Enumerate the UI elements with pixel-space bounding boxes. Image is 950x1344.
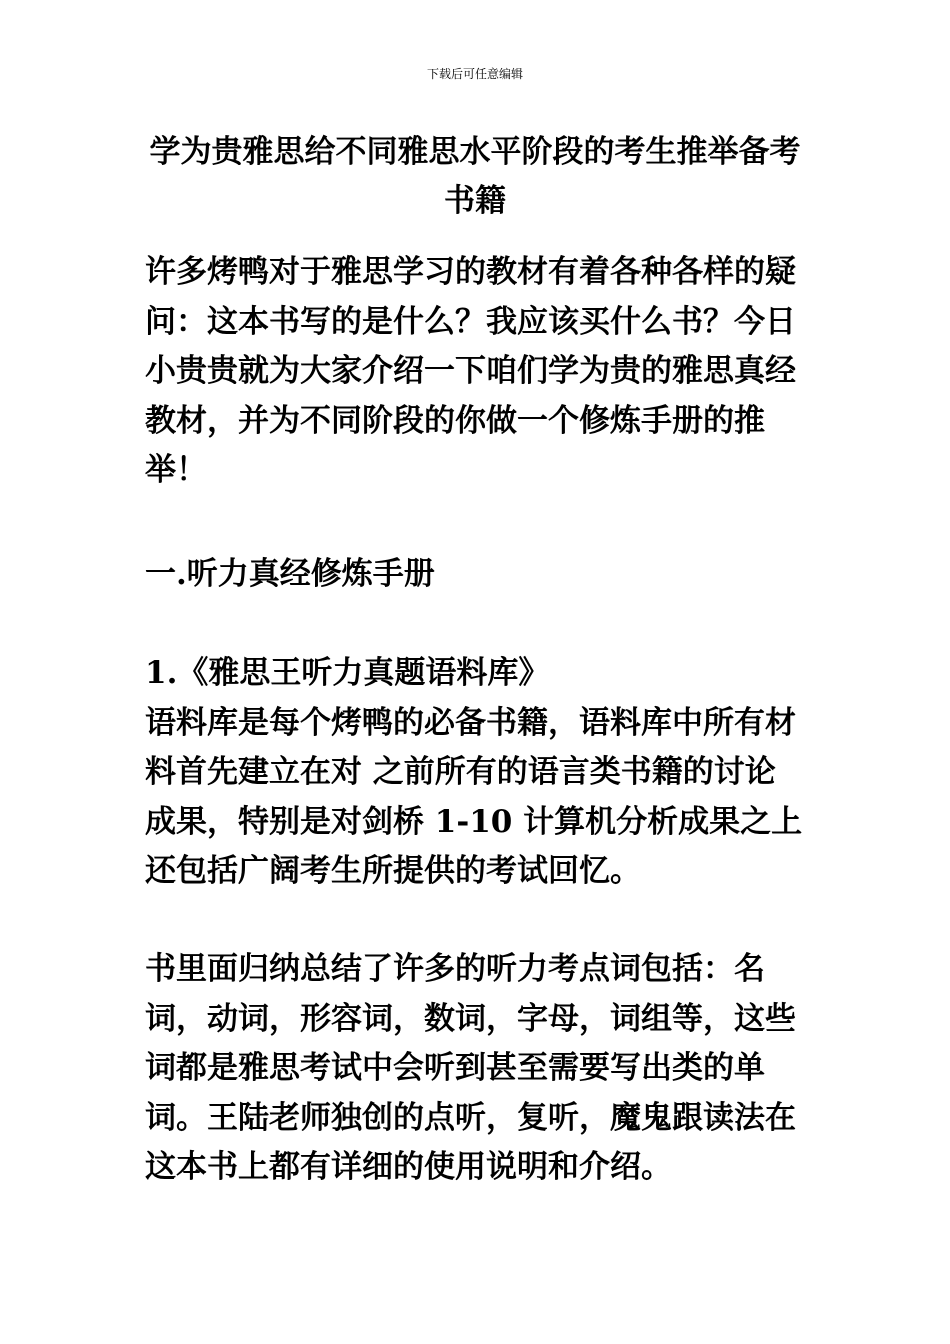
book-item <box>145 649 805 897</box>
body-paragraph: 书里面归纳总结了许多的听力考点词包括：名词，动词，形容词，数词，字母，词组等，这些词都是雅思考试中会听到甚至需要写出类的单词。王陆老师独创的点听，复听，魔鬼跟读法在这本书上都有详细的使用说明和介绍。 <box>145 951 796 1185</box>
header-note: 下载后可任意编辑 <box>426 67 523 81</box>
document-title: 学为贵雅思给不同雅思水平阶段的考生推举备考书籍 <box>149 134 801 219</box>
section-heading: 一.听力真经修炼手册 <box>145 556 435 592</box>
item-heading: 1.《雅思王听力真题语料库》 <box>145 655 550 691</box>
item-description: 语料库是每个烤鸭的必备书籍，语料库中所有材料首先建立在对 之前所有的语言类书籍的讨论成果，特别是对剑桥 1-10 计算机分析成果之上还包括广阔考生所提供的考试回忆。 <box>145 704 803 889</box>
intro-paragraph: 许多烤鸭对于雅思学习的教材有着各种各样的疑问：这本书写的是什么？我应该买什么书？今日小贵贵就为大家介绍一下咱们学为贵的雅思真经教材，并为不同阶段的你做一个修炼手册的推举！ <box>145 254 796 488</box>
